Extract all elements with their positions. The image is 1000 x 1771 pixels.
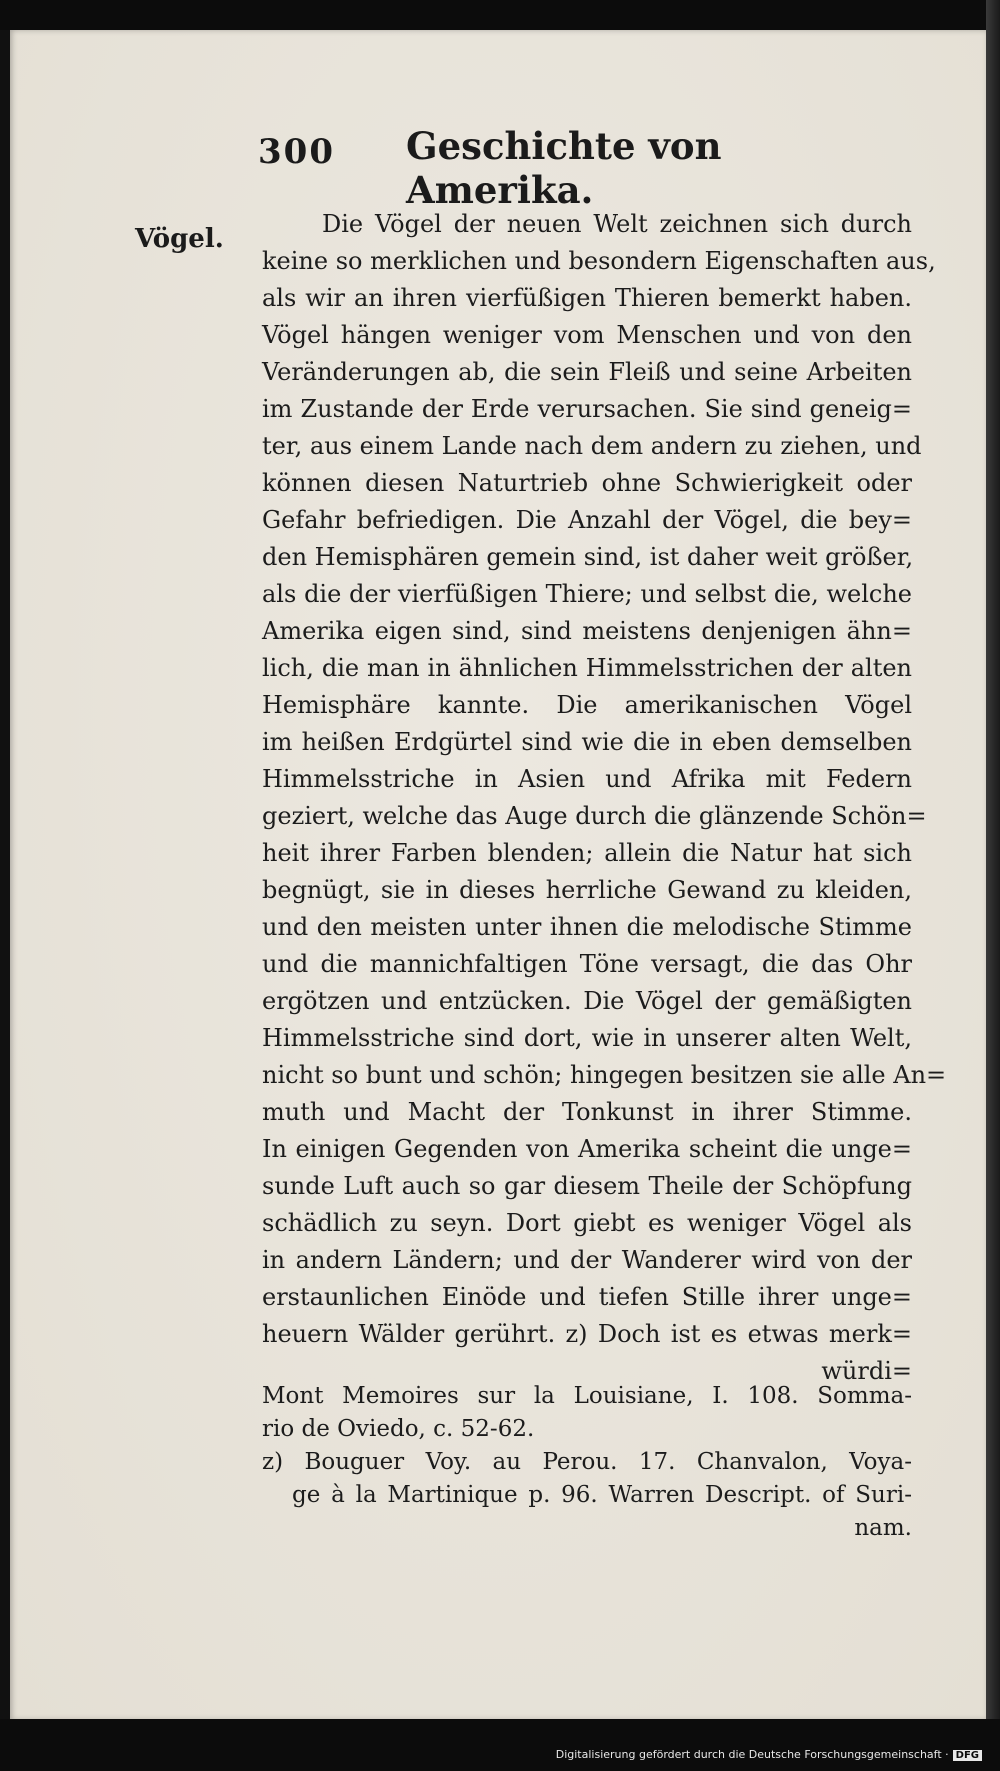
footnote-line: ge à la Martinique p. 96. Warren Descript. of Suri- — [292, 1482, 912, 1508]
text-line: lich, die man in ähnlichen Himmelsstrichen der alten — [262, 654, 912, 682]
text-line: im Zustande der Erde verursachen. Sie sind geneig= — [262, 395, 912, 423]
text-line: als die der vierfüßigen Thiere; und selbst die, welche — [262, 580, 912, 608]
text-line: nicht so bunt und schön; hingegen besitzen sie alle An= — [262, 1061, 947, 1089]
text-line: schädlich zu seyn. Dort giebt es weniger Vögel als — [262, 1209, 912, 1237]
margin-note: Vögel. — [135, 224, 224, 254]
text-line: Amerika eigen sind, sind meistens denjenigen ähn= — [262, 617, 912, 645]
text-line: als wir an ihren vierfüßigen Thieren bemerkt haben. — [262, 284, 912, 312]
footnote-line: Mont Memoires sur la Louisiane, I. 108. Somma- — [262, 1383, 912, 1409]
text-line: Himmelsstriche sind dort, wie in unserer alten Welt, — [262, 1024, 912, 1052]
text-line: begnügt, sie in dieses herrliche Gewand zu kleiden, — [262, 876, 912, 904]
text-line: erstaunlichen Einöde und tiefen Stille ihrer unge= — [262, 1283, 912, 1311]
text-line: im heißen Erdgürtel sind wie die in eben demselben — [262, 728, 912, 756]
text-line: können diesen Naturtrieb ohne Schwierigkeit oder — [262, 469, 912, 497]
text-line: sunde Luft auch so gar diesem Theile der Schöpfung — [262, 1172, 912, 1200]
page-header — [258, 118, 818, 212]
text-line: Vögel hängen weniger vom Menschen und von den — [262, 321, 912, 349]
text-line: heuern Wälder gerührt. z) Doch ist es etwas merk= — [262, 1320, 912, 1348]
text-line: keine so merklichen und besondern Eigenschaften aus, — [262, 247, 936, 275]
body-text — [262, 206, 947, 1390]
scan-top-border — [0, 0, 1000, 30]
text-line: Himmelsstriche in Asien und Afrika mit Federn — [262, 765, 912, 793]
running-title: Geschichte von Amerika. — [406, 124, 722, 212]
footnote-line: nam. — [854, 1515, 912, 1541]
text-line: In einigen Gegenden von Amerika scheint die unge= — [262, 1135, 912, 1163]
text-line: und die mannichfaltigen Töne versagt, die das Ohr — [262, 950, 912, 978]
dfg-logo-icon: DFG — [953, 1750, 982, 1761]
text-line: Die Vögel der neuen Welt zeichnen sich durch — [322, 210, 912, 238]
text-line: Gefahr befriedigen. Die Anzahl der Vögel, die bey= — [262, 506, 912, 534]
text-line: Hemisphäre kannte. Die amerikanischen Vögel — [262, 691, 912, 719]
text-line: muth und Macht der Tonkunst in ihrer Stimme. — [262, 1098, 912, 1126]
text-line: den Hemisphären gemein sind, ist daher weit größer, — [262, 543, 914, 571]
text-line: ergötzen und entzücken. Die Vögel der gemäßigten — [262, 987, 912, 1015]
text-line: und den meisten unter ihnen die melodische Stimme — [262, 913, 912, 941]
page-number: 300 — [258, 132, 335, 172]
footnote-line: rio de Oviedo, c. 52-62. — [262, 1416, 535, 1442]
footnotes — [262, 1380, 912, 1545]
credit-text: Digitalisierung gefördert durch die Deutsche Forschungsgemeinschaft · — [555, 1748, 949, 1761]
text-line: ter, aus einem Lande nach dem andern zu ziehen, und — [262, 432, 922, 460]
footnote-line: z) Bouguer Voy. au Perou. 17. Chanvalon, Voya- — [262, 1449, 912, 1475]
text-line: Veränderungen ab, die sein Fleiß und seine Arbeiten — [262, 358, 912, 386]
scan-right-border — [986, 0, 1000, 1771]
text-line: geziert, welche das Auge durch die glänzende Schön= — [262, 802, 927, 830]
catchword: würdi= — [821, 1357, 912, 1385]
text-line: heit ihrer Farben blenden; allein die Natur hat sich — [262, 839, 912, 867]
text-line: in andern Ländern; und der Wanderer wird von der — [262, 1246, 912, 1274]
scan-bottom-border — [0, 1719, 1000, 1771]
digitization-credit — [556, 1748, 982, 1761]
